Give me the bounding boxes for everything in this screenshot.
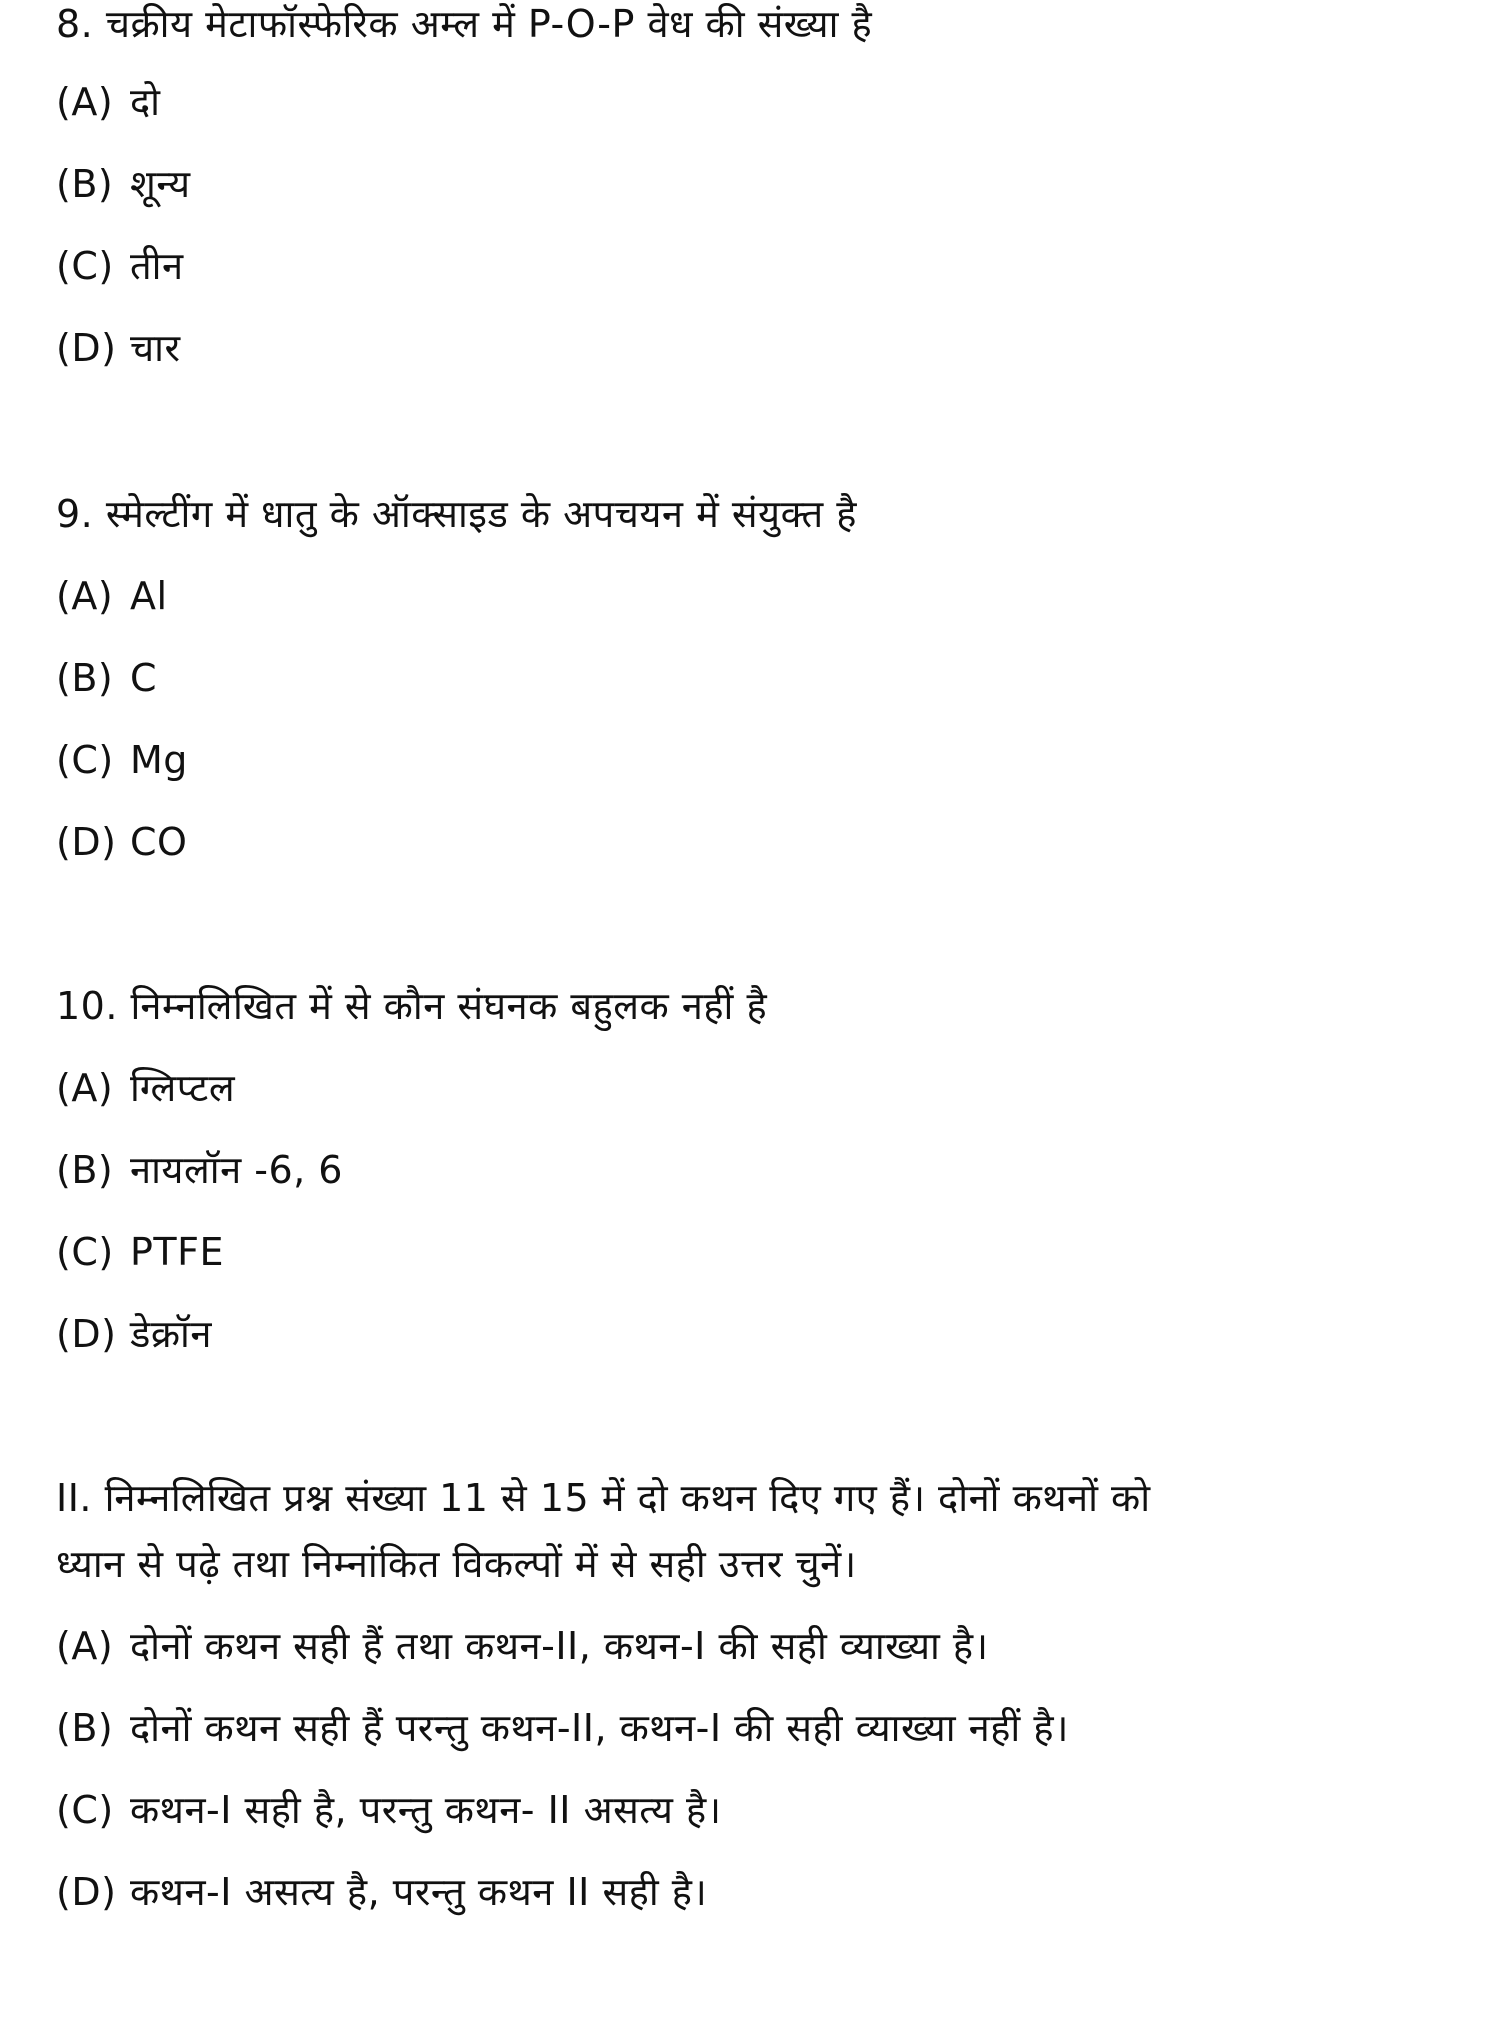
option-text: कथन-I सही है, परन्तु कथन- II असत्य है।: [130, 1788, 722, 1832]
option-letter: (C): [56, 738, 114, 782]
question-9-option-c: [56, 736, 188, 784]
option-text: शून्य: [130, 162, 191, 206]
option-text: PTFE: [130, 1230, 224, 1274]
option-text: कथन-I असत्य है, परन्तु कथन II सही है।: [130, 1870, 708, 1914]
option-letter: (B): [56, 656, 114, 700]
option-letter: (D): [56, 820, 117, 864]
option-text: तीन: [130, 244, 184, 288]
section-option-c: [56, 1786, 722, 1834]
option-letter: (D): [56, 326, 117, 370]
option-letter: (A): [56, 1624, 114, 1668]
option-text: दो: [130, 80, 161, 124]
question-8-option-b: [56, 160, 191, 208]
question-8-option-a: [56, 78, 161, 126]
question-8-option-c: [56, 242, 184, 290]
question-10-option-c: [56, 1228, 224, 1276]
option-letter: (A): [56, 80, 114, 124]
question-9-option-d: [56, 818, 187, 866]
question-10-option-d: [56, 1310, 212, 1358]
option-letter: (C): [56, 244, 114, 288]
option-text: डेक्रॉन: [130, 1312, 212, 1356]
question-10-option-a: [56, 1064, 235, 1112]
section-instruction-line-1: II. निम्नलिखित प्रश्न संख्या 11 से 15 में दो कथन दिए गए हैं। दोनों कथनों को: [56, 1476, 1151, 1520]
section-option-a: [56, 1622, 989, 1670]
question-10-option-b: [56, 1146, 343, 1194]
option-letter: (A): [56, 1066, 114, 1110]
option-letter: (D): [56, 1870, 117, 1914]
question-9-option-a: [56, 572, 168, 620]
section-instruction-line-2: ध्यान से पढ़े तथा निम्नांकित विकल्पों में से सही उत्तर चुनें।: [56, 1542, 857, 1586]
option-text: नायलॉन -6, 6: [130, 1148, 343, 1192]
question-10-stem: 10. निम्नलिखित में से कौन संघनक बहुलक नहीं है: [56, 984, 768, 1028]
option-text: ग्लिप्टल: [130, 1066, 236, 1110]
option-text: C: [130, 656, 158, 700]
question-8-stem: 8. चक्रीय मेटाफॉस्फेरिक अम्ल में P-O-P वेध की संख्या है: [56, 2, 873, 46]
option-text: चार: [130, 326, 181, 370]
section-option-d: [56, 1868, 707, 1916]
option-letter: (A): [56, 574, 114, 618]
question-8-option-d: [56, 324, 181, 372]
option-letter: (B): [56, 1148, 114, 1192]
option-text: दोनों कथन सही हैं तथा कथन-II, कथन-I की सही व्याख्या है।: [130, 1624, 989, 1668]
option-text: दोनों कथन सही हैं परन्तु कथन-II, कथन-I की सही व्याख्या नहीं है।: [130, 1706, 1069, 1750]
option-letter: (D): [56, 1312, 117, 1356]
option-letter: (C): [56, 1788, 114, 1832]
option-letter: (B): [56, 162, 114, 206]
option-text: CO: [130, 820, 188, 864]
option-letter: (B): [56, 1706, 114, 1750]
question-9-option-b: [56, 654, 157, 702]
option-letter: (C): [56, 1230, 114, 1274]
section-option-b: [56, 1704, 1069, 1752]
option-text: Al: [130, 574, 168, 618]
question-9-stem: 9. स्मेल्टींग में धातु के ऑक्साइड के अपचयन में संयुक्त है: [56, 492, 857, 536]
option-text: Mg: [130, 738, 188, 782]
